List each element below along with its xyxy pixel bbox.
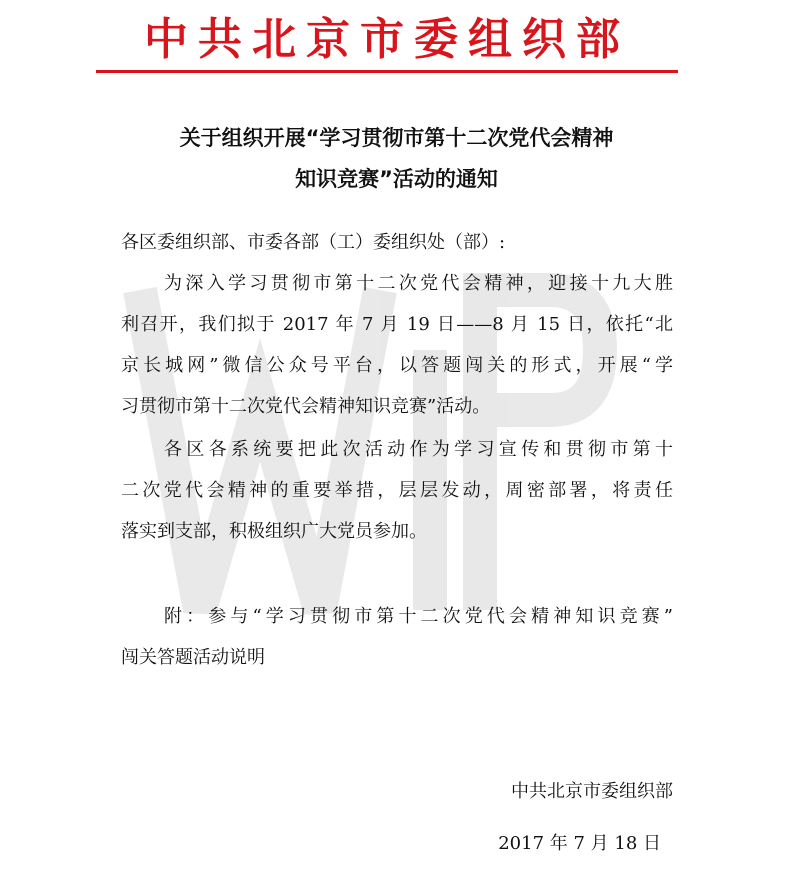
paragraph-1-line-1: 为深入学习贯彻市第十二次党代会精神，迎接十九大胜	[164, 273, 673, 294]
document-title-line-2: 知识竞赛”活动的通知	[295, 167, 498, 191]
paragraph-2-line-1: 各区各系统要把此次活动作为学习宣传和贯彻市第十	[164, 439, 673, 460]
salutation: 各区委组织部、市委各部（工）委组织处（部）:	[121, 232, 506, 253]
header-red-rule	[96, 70, 678, 73]
paragraph-1-line-2: 利召开，我们拟于 2017 年 7 月 19 日——8 月 15 日，依托“北	[121, 314, 673, 335]
header-org-name: 中共北京市委组织部	[144, 14, 630, 65]
document-title-line-1: 关于组织开展“学习贯彻市第十二次党代会精神	[179, 126, 614, 150]
signature-org: 中共北京市委组织部	[511, 781, 673, 802]
attachment-line-1: 附：参与“学习贯彻市第十二次党代会精神知识竞赛”	[164, 606, 673, 627]
signature-date: 2017 年 7 月 18 日	[498, 833, 661, 854]
paragraph-2-line-3: 落实到支部，积极组织广大党员参加。	[121, 521, 427, 542]
attachment-line-2: 闯关答题活动说明	[121, 647, 265, 668]
paragraph-1-line-3: 京长城网”微信公众号平台，以答题闯关的形式，开展“学	[121, 355, 673, 376]
paragraph-1-line-4: 习贯彻市第十二次党代会精神知识竞赛”活动。	[121, 396, 491, 417]
paragraph-2-line-2: 二次党代会精神的重要举措，层层发动，周密部署，将责任	[121, 480, 673, 501]
watermark-label: WIPS	[30, 115, 75, 134]
